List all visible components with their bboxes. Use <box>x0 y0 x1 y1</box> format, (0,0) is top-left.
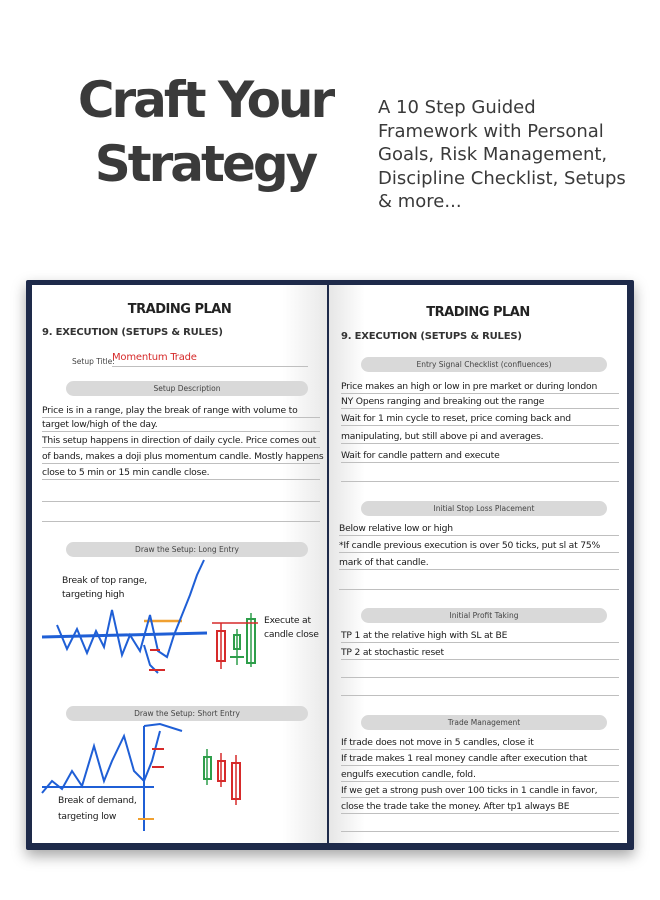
entry-line: NY Opens ranging and breaking out the range <box>341 396 545 407</box>
long-execute-line: Execute at <box>264 615 311 626</box>
stop-line: mark of that candle. <box>339 557 429 568</box>
open-book <box>26 280 634 850</box>
line-rule <box>341 781 619 782</box>
description-line: target low/high of the day. <box>42 419 158 430</box>
hero-subtitle-line: & more... <box>378 191 462 212</box>
stop-loss-header: Initial Stop Loss Placement <box>361 501 607 516</box>
management-line: engulfs execution candle, fold. <box>341 769 476 780</box>
entry-checklist-header: Entry Signal Checklist (confluences) <box>361 357 607 372</box>
description-line: This setup happens in direction of daily cycle. Price comes out <box>42 435 317 446</box>
entry-line: manipulating, but still above pi and averages. <box>341 431 544 442</box>
management-line: If trade does not move in 5 candles, close it <box>341 737 534 748</box>
stop-line: Below relative low or high <box>339 523 453 534</box>
left-page <box>32 285 327 843</box>
line-rule <box>341 797 619 798</box>
line-rule <box>42 463 320 464</box>
line-rule <box>42 521 320 522</box>
left-page-title: TRADING PLAN <box>127 302 232 317</box>
line-rule <box>339 552 619 553</box>
management-line: If trade makes 1 real money candle after execution that <box>341 753 588 764</box>
entry-line: Wait for 1 min cycle to reset, price coming back and <box>341 413 571 424</box>
setup-title-rule <box>112 366 308 367</box>
line-rule <box>341 677 619 678</box>
hero-title-line1: Craft Your <box>77 71 333 129</box>
line-rule <box>341 481 619 482</box>
setup-description-header: Setup Description <box>66 381 308 396</box>
hero-subtitle-line: Goals, Risk Management, <box>378 144 608 165</box>
line-rule <box>341 393 619 394</box>
line-rule <box>339 569 619 570</box>
description-line: Price is in a range, play the break of range with volume to <box>42 405 298 416</box>
short-entry-sketch <box>32 721 327 841</box>
line-rule <box>341 749 619 750</box>
long-note-line: Break of top range, <box>62 575 147 586</box>
line-rule <box>341 462 619 463</box>
line-rule <box>341 642 619 643</box>
hero-title <box>60 68 350 196</box>
profit-taking-header: Initial Profit Taking <box>361 608 607 623</box>
line-rule <box>339 589 619 590</box>
long-execute-line: candle close <box>264 629 319 640</box>
line-rule <box>42 417 320 418</box>
long-entry-header: Draw the Setup: Long Entry <box>66 542 308 557</box>
line-rule <box>341 443 619 444</box>
hero-title-line2: Strategy <box>94 135 316 193</box>
left-section-title: 9. EXECUTION (SETUPS & RULES) <box>42 327 223 338</box>
hero-subtitle-line: A 10 Step Guided <box>378 97 536 118</box>
long-note-line: targeting high <box>62 589 125 600</box>
line-rule <box>42 501 320 502</box>
line-rule <box>341 765 619 766</box>
line-rule <box>42 479 320 480</box>
short-note-line: Break of demand, <box>58 795 137 806</box>
profit-line: TP 2 at stochastic reset <box>341 647 444 658</box>
description-line: of bands, makes a doji plus momentum candle. Mostly happens <box>42 451 324 462</box>
description-line: close to 5 min or 15 min candle close. <box>42 467 210 478</box>
line-rule <box>339 535 619 536</box>
hero-subtitle-line: Discipline Checklist, Setups <box>378 167 626 189</box>
hero-subtitle-line: Framework with Personal <box>378 120 604 142</box>
right-page <box>329 285 627 843</box>
setup-title-value: Momentum Trade <box>112 352 197 363</box>
line-rule <box>341 659 619 660</box>
line-rule <box>42 447 320 448</box>
entry-line: Price makes an high or low in pre market or during london <box>341 381 598 392</box>
entry-line: Wait for candle pattern and execute <box>341 450 500 461</box>
line-rule <box>341 408 619 409</box>
management-line: close the trade take the money. After tp1 always BE <box>341 801 570 812</box>
line-rule <box>341 831 619 832</box>
short-entry-header: Draw the Setup: Short Entry <box>66 706 308 721</box>
line-rule <box>341 813 619 814</box>
line-rule <box>42 431 320 432</box>
short-note-line: targeting low <box>58 811 117 822</box>
right-section-title: 9. EXECUTION (SETUPS & RULES) <box>341 331 522 342</box>
trade-management-header: Trade Management <box>361 715 607 730</box>
setup-title-label: Setup Title: <box>72 357 115 366</box>
right-page-title: TRADING PLAN <box>426 305 530 320</box>
hero-subtitle <box>378 96 648 214</box>
long-entry-sketch <box>32 555 327 695</box>
stop-line: *If candle previous execution is over 50 ticks, put sl at 75% <box>339 540 601 551</box>
line-rule <box>341 695 619 696</box>
line-rule <box>341 425 619 426</box>
profit-line: TP 1 at the relative high with SL at BE <box>341 630 508 641</box>
management-line: If we get a strong push over 100 ticks in 1 candle in favor, <box>341 785 598 796</box>
